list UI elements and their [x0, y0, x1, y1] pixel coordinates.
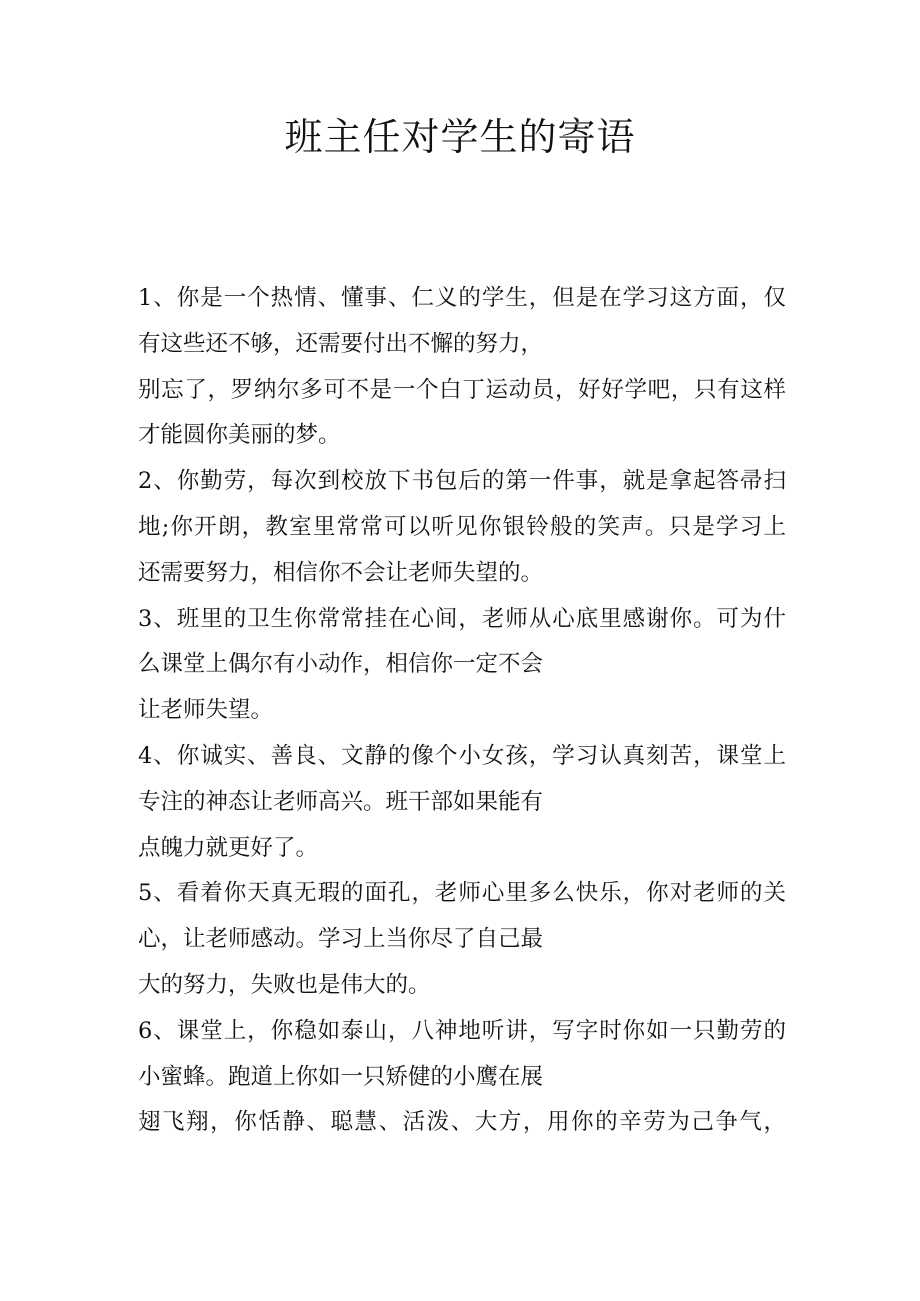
- body-line: 才能圆你美丽的梦。: [138, 422, 341, 449]
- body-line: 专注的神态让老师高兴。班干部如果能有: [138, 788, 544, 815]
- body-line: 地;你开朗，教室里常常可以听见你银铃般的笑声。只是学习上: [138, 513, 786, 540]
- body-line: 1、你是一个热情、懂事、仁义的学生，但是在学习这方面，仅: [138, 285, 786, 311]
- body-line: 让老师失望。: [138, 697, 274, 724]
- body-line: 还需要努力，相信你不会让老师失望的。: [138, 559, 544, 586]
- body-line: 点魄力就更好了。: [138, 834, 319, 861]
- body-line: 3、班里的卫生你常常挂在心间，老师从心底里感谢你。可为什: [138, 605, 786, 632]
- document-body: [138, 276, 786, 1146]
- body-line: 2、你勤劳，每次到校放下书包后的第一件事，就是拿起答帚扫: [138, 468, 786, 495]
- body-line: 5、看着你天真无瑕的面孔，老师心里多么快乐，你对老师的关: [138, 880, 786, 907]
- body-line: 有这些还不够，还需要付出不懈的努力，: [138, 330, 544, 357]
- document-title: 班主任对学生的寄语: [284, 115, 636, 159]
- body-line: 小蜜蜂。跑道上你如一只矫健的小鹰在展: [138, 1063, 544, 1090]
- body-line: 心，让老师感动。学习上当你尽了自己最: [138, 926, 544, 953]
- body-line: 4、你诚实、善良、文静的像个小女孩，学习认真刻苦，课堂上: [138, 742, 786, 769]
- body-line: 别忘了，罗纳尔多可不是一个白丁运动员，好好学吧，只有这样: [138, 376, 786, 403]
- body-line: 大的努力，失败也是伟大的。: [138, 971, 431, 998]
- body-line: 翅飞翔，你恬静、聪慧、活泼、大方，用你的辛劳为己争气，: [138, 1109, 786, 1136]
- body-line: 6、课堂上，你稳如泰山，八神地听讲，写字时你如一只勤劳的: [138, 1017, 786, 1044]
- body-line: 么课堂上偶尔有小动作，相信你一定不会: [138, 651, 544, 678]
